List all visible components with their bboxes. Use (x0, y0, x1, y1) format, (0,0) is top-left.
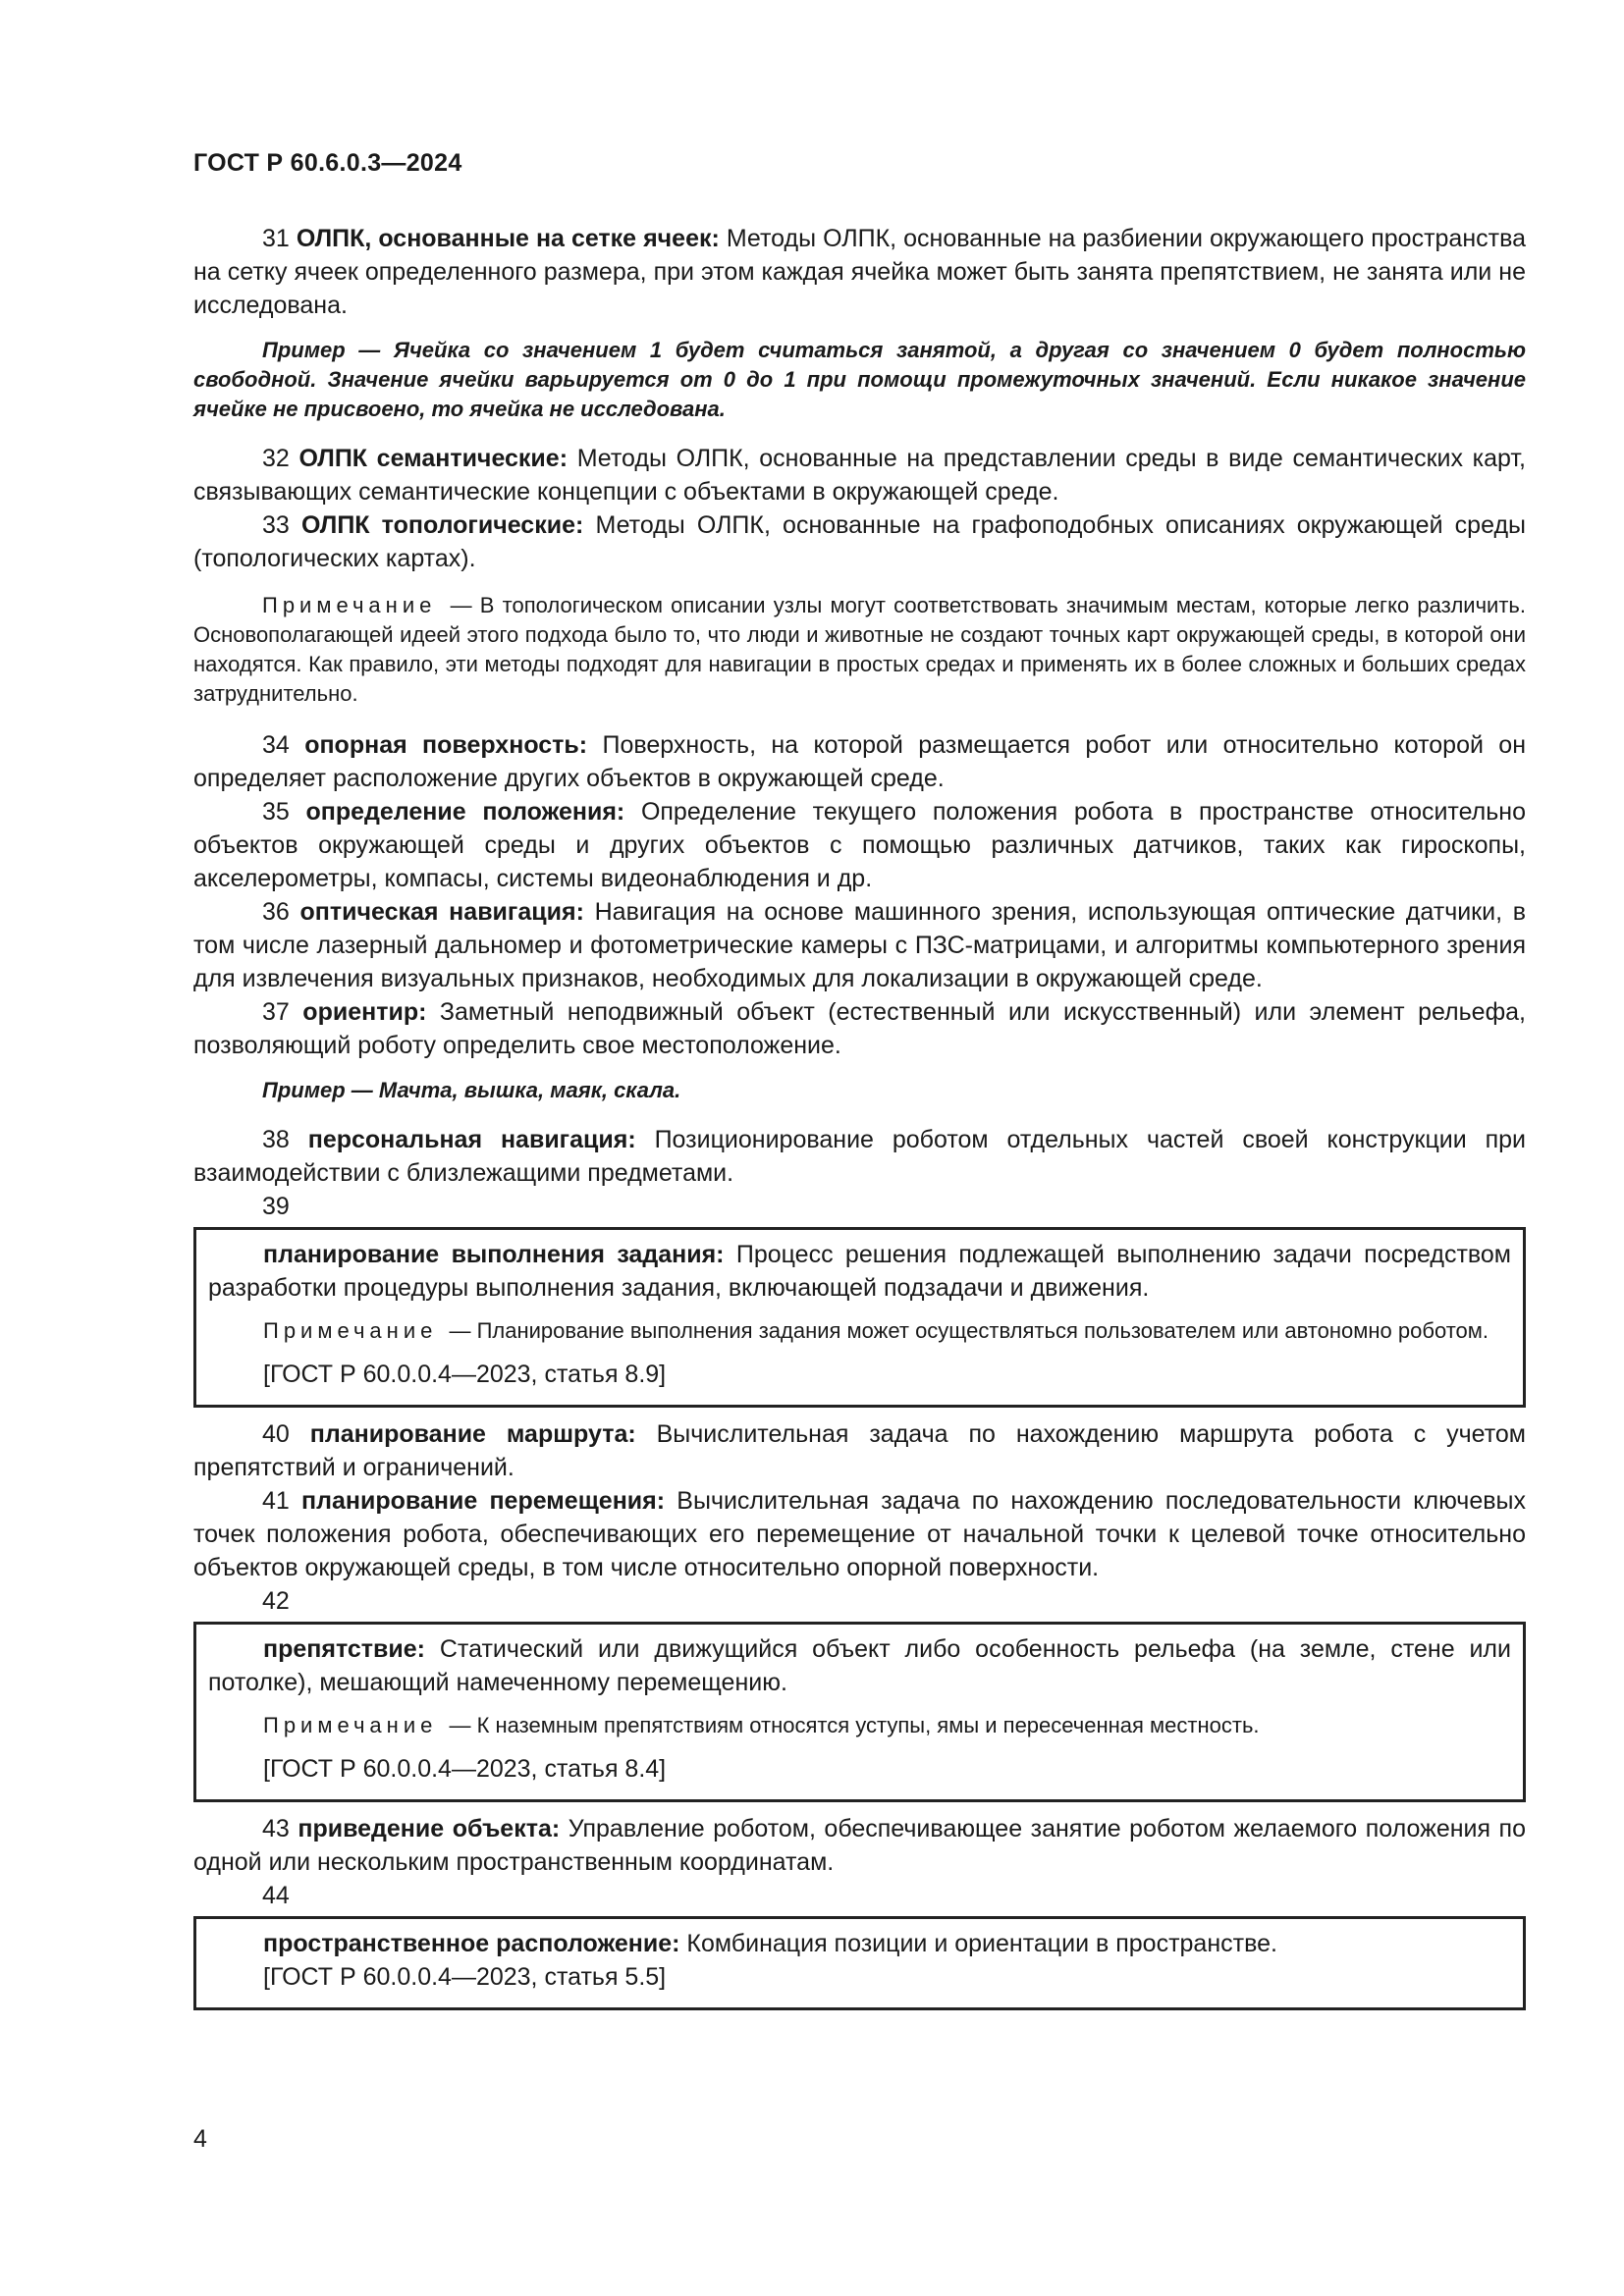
note-text: — К наземным препятствиям относятся уступы, ямы и пересеченная местность. (449, 1713, 1260, 1737)
entry-42-box (193, 1622, 1526, 1802)
entry-definition: Методы ОЛПК, основанные на разбиении окружающего пространства на сетку ячеек определенного размера, при этом каждая ячейка может быть занята препятствием, не занята или не исследована. (193, 225, 1526, 319)
entry-44 (208, 1927, 1511, 1960)
entry-number: 35 (262, 798, 290, 826)
page-number: 4 (193, 2125, 207, 2153)
entry-42 (208, 1632, 1511, 1699)
entry-38 (193, 1123, 1526, 1190)
entry-37 (193, 995, 1526, 1062)
note-text: — В топологическом описании узлы могут соответствовать значимым местам, которые легко различить. Основополагающей идеей этого подхода было то, что люди и животные не создают точных карт окружающей среды, в которой они находятся. Как правило, эти методы подходят для навигации в простых средах и применять их в более сложных и больших средах затруднительно. (193, 593, 1526, 706)
entry-definition: Управление роботом, обеспечивающее занятие роботом желаемого положения по одной или нескольким пространственным координатам. (193, 1815, 1526, 1876)
entry-definition: Навигация на основе машинного зрения, использующая оптические датчики, в том числе лазерный дальномер и фотометрические камеры с ПЗС-матрицами, и алгоритмы компьютерного зрения для извлечения визуальных признаков, необходимых для локализации в окружающей среде. (193, 898, 1527, 992)
entry-number: 36 (262, 898, 290, 926)
entry-definition: Статический или движущийся объект либо особенность рельефа (на земле, стене или потолке), мешающий намеченному перемещению. (208, 1635, 1511, 1696)
entry-39-box (193, 1227, 1526, 1408)
document-header: ГОСТ Р 60.6.0.3—2024 (193, 149, 462, 177)
entry-term: оптическая навигация: (299, 898, 584, 926)
entry-definition: Методы ОЛПК, основанные на представлении среды в виде семантических карт, связывающих семантические концепции с объектами в окружающей среде. (193, 445, 1527, 506)
entry-term: ОЛПК топологические: (300, 511, 584, 539)
entry-term: приведение объекта: (298, 1815, 561, 1842)
entry-term: опорная поверхность: (304, 731, 588, 759)
entry-36 (193, 895, 1526, 995)
entry-term: определение положения: (305, 798, 625, 826)
entry-number: 41 (262, 1487, 290, 1515)
entry-term: ОЛПК семантические: (298, 445, 568, 472)
entry-42-source: [ГОСТ Р 60.0.0.4—2023, статья 8.4] (263, 1755, 667, 1783)
entry-33-note (193, 591, 1526, 709)
entry-39-note (208, 1316, 1511, 1346)
entry-35 (193, 795, 1526, 895)
entry-definition: Позиционирование роботом отдельных частей своей конструкции при взаимодействии с близлежащими предметами. (193, 1126, 1527, 1187)
entry-39-number: 39 (262, 1193, 290, 1220)
entry-32 (193, 442, 1526, 508)
entry-definition: Комбинация позиции и ориентации в пространстве. (686, 1930, 1277, 1957)
note-label: Примечание (263, 1318, 438, 1343)
entry-term: препятствие: (263, 1635, 425, 1663)
entry-33 (193, 508, 1526, 575)
entry-number: 38 (262, 1126, 290, 1153)
entry-44-source: [ГОСТ Р 60.0.0.4—2023, статья 5.5] (263, 1963, 667, 1991)
entry-number: 33 (262, 511, 290, 539)
entry-term: планирование выполнения задания: (263, 1241, 725, 1268)
entry-number: 40 (262, 1420, 290, 1448)
entry-number: 43 (262, 1815, 290, 1842)
entry-39 (208, 1238, 1511, 1305)
entry-term: ОЛПК, основанные на сетке ячеек: (296, 225, 720, 252)
entry-term: планирование перемещения: (301, 1487, 666, 1515)
entry-31-example: Пример — Ячейка со значением 1 будет считаться занятой, а другая со значением 0 будет полностью свободной. Значение ячейки варьируется от 0 до 1 при помощи промежуточных значений. Если никакое значение ячейке не присвоено, то ячейка не исследована. (193, 338, 1526, 421)
entry-44-number: 44 (262, 1882, 290, 1909)
entry-definition: Процесс решения подлежащей выполнению задачи посредством разработки процедуры выполнения задания, включающей подзадачи и движения. (208, 1241, 1511, 1302)
entry-definition: Поверхность, на которой размещается робот или относительно которой он определяет расположение других объектов в окружающей среде. (193, 731, 1527, 792)
entry-definition: Методы ОЛПК, основанные на графоподобных описаниях окружающей среды (топологических картах). (193, 511, 1527, 572)
entry-definition: Заметный неподвижный объект (естественный или искусственный) или элемент рельефа, позволяющий роботу определить свое местоположение. (193, 998, 1526, 1059)
entry-term: ориентир: (302, 998, 427, 1026)
entry-39-source: [ГОСТ Р 60.0.0.4—2023, статья 8.9] (263, 1361, 667, 1388)
entry-41 (193, 1484, 1526, 1584)
entry-34 (193, 728, 1526, 795)
note-text: — Планирование выполнения задания может осуществляться пользователем или автономно роботом. (449, 1318, 1489, 1343)
entry-number: 34 (262, 731, 290, 759)
entry-term: планирование маршрута: (309, 1420, 636, 1448)
entry-number: 31 (262, 225, 290, 252)
entry-definition: Определение текущего положения робота в пространстве относительно объектов окружающей среды и других объектов с помощью различных датчиков, таких как гироскопы, акселерометры, компасы, системы видеонаблюдения и др. (193, 798, 1526, 892)
entry-definition: Вычислительная задача по нахождению маршрута робота с учетом препятствий и ограничений. (193, 1420, 1526, 1481)
page-content (193, 222, 1526, 2020)
entry-44-box (193, 1916, 1526, 2010)
entry-31 (193, 222, 1526, 322)
note-label: Примечание (263, 1713, 438, 1737)
entry-definition: Вычислительная задача по нахождению последовательности ключевых точек положения робота, обеспечивающих его перемещение от начальной точки к целевой точке относительно объектов окружающей среды, в том числе относительно опорной поверхности. (193, 1487, 1526, 1581)
entry-term: персональная навигация: (307, 1126, 636, 1153)
entry-43 (193, 1812, 1526, 1879)
entry-42-number: 42 (262, 1587, 290, 1615)
entry-number: 32 (262, 445, 290, 472)
entry-number: 37 (262, 998, 290, 1026)
note-label: Примечание (262, 593, 437, 617)
entry-42-note (208, 1711, 1511, 1740)
entry-term: пространственное расположение: (263, 1930, 680, 1957)
entry-40 (193, 1417, 1526, 1484)
entry-37-example: Пример — Мачта, вышка, маяк, скала. (262, 1078, 681, 1102)
